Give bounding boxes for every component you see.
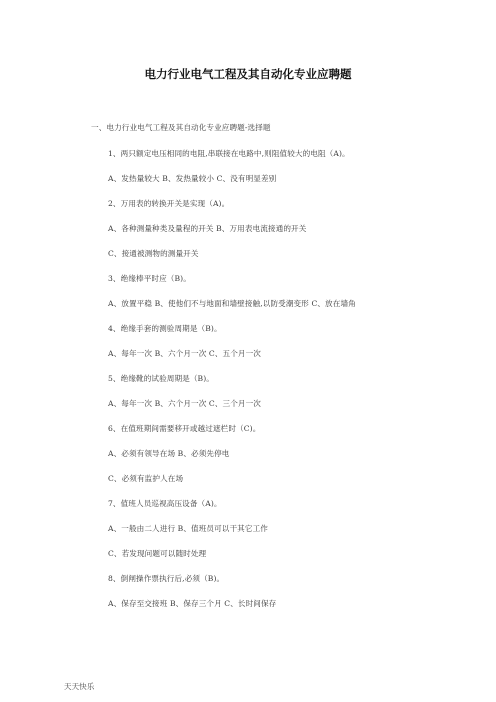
question-6: 6、在值班期间需要移开或越过遮栏时（C)。 <box>108 424 261 433</box>
question-1: 1、两只额定电压相同的电阻,串联接在电路中,则阻值较大的电阻（A)。 <box>108 149 350 158</box>
answer-options-6b: C、必须有监护人在场 <box>108 474 184 483</box>
answer-options-7a: A、一般由二人进行 B、值班员可以干其它工作 <box>108 524 268 533</box>
section-heading: 一、电力行业电气工程及其自动化专业应聘题-选择题 <box>91 123 271 132</box>
answer-options-1: A、发热量较大 B、发热量较小 C、没有明显差别 <box>108 174 277 183</box>
question-4: 4、绝缘手套的测验周期是（B)。 <box>108 324 222 333</box>
answer-options-2b: C、接通被测物的测量开关 <box>108 249 199 258</box>
answer-options-4: A、每年一次 B、六个月一次 C、五个月一次 <box>108 349 261 358</box>
answer-options-3: A、放置平稳 B、使他们不与地面和墙壁接触,以防受潮变形 C、放在墙角 <box>108 299 356 308</box>
document-title: 电力行业电气工程及其自动化专业应聘题 <box>144 67 352 81</box>
question-8: 8、倒闸操作票执行后,必须（B)。 <box>108 574 225 583</box>
page-footer: 天天快乐 <box>64 682 95 691</box>
answer-options-6a: A、必须有领导在场 B、必须先停电 <box>108 449 230 458</box>
answer-options-2a: A、各种测量种类及量程的开关 B、万用表电流接通的开关 <box>108 224 307 233</box>
question-3: 3、绝缘棒平时应（B)。 <box>108 274 191 283</box>
answer-options-5: A、每年一次 B、六个月一次 C、三个月一次 <box>108 399 261 408</box>
question-7: 7、值班人员巡视高压设备（A)。 <box>108 499 222 508</box>
answer-options-7b: C、若发现问题可以随时处理 <box>108 549 207 558</box>
answer-options-8: A、保存至交接班 B、保存三个月 C、长时间保存 <box>108 599 277 608</box>
question-5: 5、绝缘靴的试验周期是（B)。 <box>108 374 214 383</box>
question-2: 2、万用表的转换开关是实现（A)。 <box>108 199 230 208</box>
